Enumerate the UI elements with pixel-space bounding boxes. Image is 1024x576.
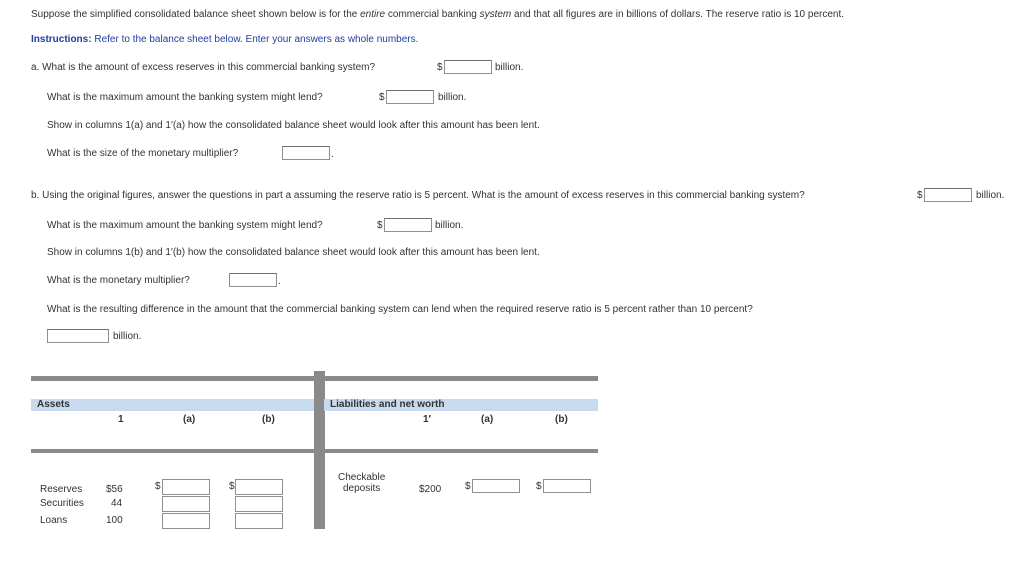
asset-label-loans: Loans [40, 515, 68, 526]
intro-text: Suppose the simplified consolidated balance sheet shown below is for the entire commercial banking system and that all figures are in billions of dollars. The reserve ratio is 10 percent. [31, 9, 845, 20]
liabilities-header: Liabilities and net worth [324, 399, 598, 411]
billion-label: billion. [113, 331, 142, 342]
top-rule-left [31, 376, 314, 381]
asset-value-reserves: $56 [106, 484, 123, 495]
lending-difference-input[interactable] [47, 329, 109, 343]
dollar-sign: $ [377, 220, 383, 231]
multiplier-b-input[interactable] [229, 273, 277, 287]
dollar-sign: $ [155, 481, 161, 492]
liability-value: $200 [419, 484, 442, 495]
deposits-a-input[interactable] [472, 479, 520, 493]
asset-value-loans: 100 [106, 515, 123, 526]
max-lend-b-input[interactable] [384, 218, 432, 232]
securities-b-input[interactable] [235, 496, 283, 512]
liability-label: Checkable deposits [338, 472, 386, 494]
question-a3: Show in columns 1(a) and 1′(a) how the consolidated balance sheet would look after this amount has been lent. [47, 120, 540, 131]
dollar-sign: $ [379, 92, 385, 103]
col-header-a-liab: (a) [481, 414, 494, 425]
excess-reserves-b-input[interactable] [924, 188, 972, 202]
max-lend-a-input[interactable] [386, 90, 434, 104]
question-b1: b. Using the original figures, answer the questions in part a assuming the reserve ratio is 5 percent. What is the amount of excess reserves in this commercial banking system? [31, 190, 805, 201]
question-b3: Show in columns 1(b) and 1′(b) how the consolidated balance sheet would look after this amount has been lent. [47, 247, 540, 258]
question-a4: What is the size of the monetary multiplier? [47, 148, 239, 159]
billion-label: billion. [976, 190, 1005, 201]
dollar-sign: $ [917, 190, 923, 201]
mid-rule-left [31, 449, 314, 453]
billion-label: billion. [435, 220, 464, 231]
col-header-b-liab: (b) [555, 414, 568, 425]
question-a2: What is the maximum amount the banking system might lend? [47, 92, 323, 103]
dollar-sign: $ [437, 62, 443, 73]
asset-label-securities: Securities [40, 498, 84, 509]
dollar-sign: $ [536, 481, 542, 492]
billion-label: billion. [495, 62, 524, 73]
dollar-sign: $ [229, 481, 235, 492]
securities-a-input[interactable] [162, 496, 210, 512]
asset-value-securities: 44 [111, 498, 123, 509]
col-header-1: 1 [118, 414, 124, 425]
assets-header: Assets [31, 399, 314, 411]
instructions: Instructions: Refer to the balance sheet below. Enter your answers as whole numbers. [31, 34, 419, 45]
question-b4: What is the monetary multiplier? [47, 275, 190, 286]
loans-a-input[interactable] [162, 513, 210, 529]
col-header-1prime: 1′ [423, 414, 431, 425]
col-header-a: (a) [183, 414, 196, 425]
top-rule-right [324, 376, 598, 381]
reserves-a-input[interactable] [162, 479, 210, 495]
question-a1: a. What is the amount of excess reserves in this commercial banking system? [31, 62, 376, 73]
billion-label: billion. [438, 92, 467, 103]
reserves-b-input[interactable] [235, 479, 283, 495]
deposits-b-input[interactable] [543, 479, 591, 493]
multiplier-a-input[interactable] [282, 146, 330, 160]
mid-rule-right [324, 449, 598, 453]
excess-reserves-a-input[interactable] [444, 60, 492, 74]
question-b2: What is the maximum amount the banking system might lend? [47, 220, 323, 231]
asset-label-reserves: Reserves [40, 484, 83, 495]
loans-b-input[interactable] [235, 513, 283, 529]
col-header-b: (b) [262, 414, 275, 425]
dollar-sign: $ [465, 481, 471, 492]
question-b5: What is the resulting difference in the amount that the commercial banking system can lend when the required reserve ratio is 5 percent rather than 10 percent? [47, 304, 753, 315]
